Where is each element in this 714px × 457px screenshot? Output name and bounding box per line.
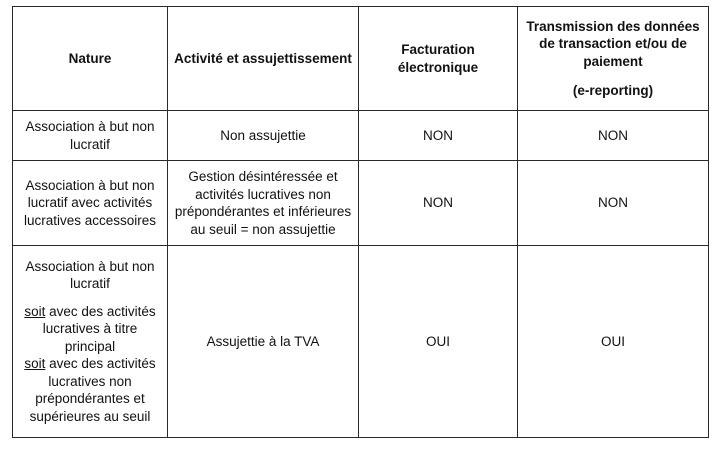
header-facturation: Facturation électronique [359, 7, 518, 111]
cell-nature: Association à but non lucratif avec activités lucratives accessoires [13, 161, 168, 246]
nature-intro: Association à but non lucratif [25, 258, 155, 292]
soit-word: soit [24, 303, 46, 319]
cell-activite: Gestion désintéressée et activités lucratives non prépondérantes et inférieures au seuil = non assujettie [168, 161, 359, 246]
nature-option-1 [19, 303, 161, 356]
header-transmission-title: Transmission des données de transaction et/ou de paiement [526, 18, 700, 69]
table-row [13, 111, 709, 161]
cell-facturation: OUI [359, 246, 518, 438]
soit-word: soit [24, 356, 46, 372]
cell-transmission: NON [518, 161, 709, 246]
header-activite: Activité et assujettissement [168, 7, 359, 111]
table-row [13, 161, 709, 246]
header-nature: Nature [13, 7, 168, 111]
nature-option-1-text: avec des activités lucratives à titre principal [42, 303, 156, 354]
cell-facturation: NON [359, 161, 518, 246]
cell-transmission: OUI [518, 246, 709, 438]
cell-transmission: NON [518, 111, 709, 161]
header-transmission-sub: (e-reporting) [572, 83, 654, 98]
nature-option-2 [19, 355, 161, 425]
vat-obligations-table [12, 6, 709, 438]
cell-nature [13, 246, 168, 438]
table-header-row [13, 7, 709, 111]
header-transmission [518, 7, 709, 111]
cell-activite: Non assujettie [168, 111, 359, 161]
table-row [13, 246, 709, 438]
cell-nature: Association à but non lucratif [13, 111, 168, 161]
cell-facturation: NON [359, 111, 518, 161]
cell-activite: Assujettie à la TVA [168, 246, 359, 438]
nature-option-2-text: avec des activités lucratives non prépondérantes et supérieures au seuil [29, 356, 156, 424]
